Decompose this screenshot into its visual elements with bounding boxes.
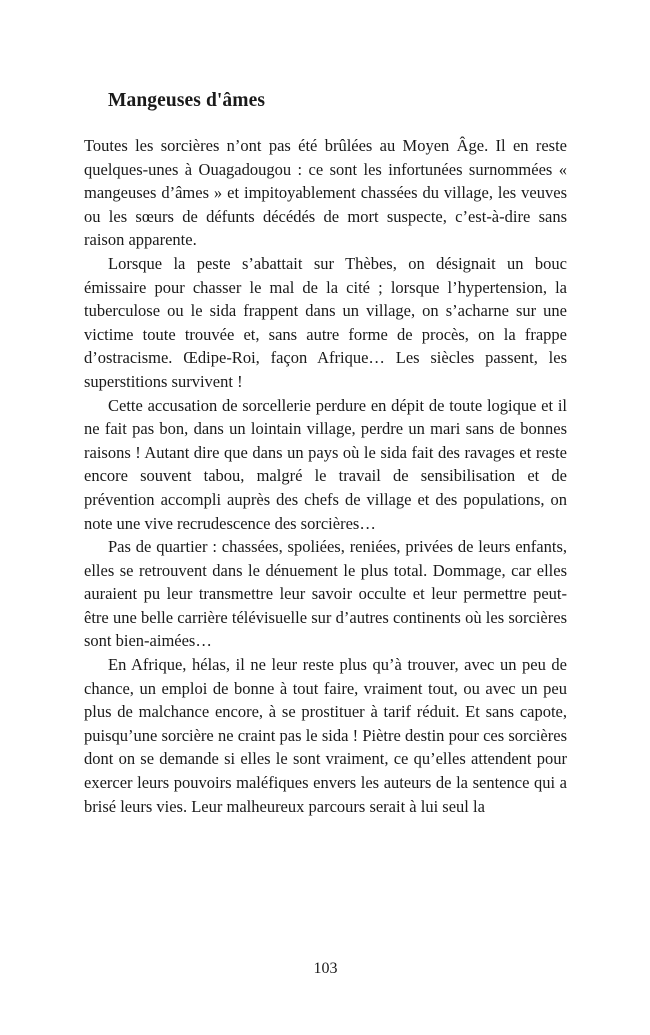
chapter-title: Mangeuses d'âmes: [108, 90, 266, 111]
paragraph-2: Lorsque la peste s’abattait sur Thèbes, on désignait un bouc émissaire pour chasser le mal de la cité ; lorsque l’hypertension, la tuberculose ou le sida frappent dans un village, on s’acharne sur une victime toute trouvée et, sans autre forme de procès, on la frappe d’ostracisme. Œdipe-Roi, façon Afrique… Les siècles passent, les superstitions survivent !: [84, 253, 567, 391]
paragraph-1: Toutes les sorcières n’ont pas été brûlées au Moyen Âge. Il en reste quelques-unes à Ouagadougou : ce sont les infortunées surnommées « mangeuses d’âmes » et impitoyablement chassées du village, les veuves ou les sœurs de défunts décédés de mort suspecte, c’est-à-dire sans raison apparente.: [84, 136, 567, 250]
paragraph-4: Pas de quartier : chassées, spoliées, reniées, privées de leurs enfants, elles se retrouvent dans le dénuement le plus total. Dommage, car elles auraient pu leur transmettre leur savoir occulte et leur permettre peut-être une belle carrière télévisuelle sur d’autres continents où les sorcières sont bien-aimées…: [84, 537, 567, 651]
body-text: [84, 134, 567, 818]
paragraph-3: Cette accusation de sorcellerie perdure en dépit de toute logique et il ne fait pas bon, dans un lointain village, perdre un mari sans de bonnes raisons ! Autant dire que dans un pays où le sida fait des ravages et reste encore souvent tabou, malgré le travail de sensibilisation et de prévention accompli auprès des chefs de village et des populations, on note une vive recrudescence des sorcières…: [84, 395, 567, 533]
book-page: [84, 0, 567, 1035]
paragraph-5: En Afrique, hélas, il ne leur reste plus qu’à trouver, avec un peu de chance, un emploi de bonne à tout faire, vraiment tout, ou avec un peu plus de malchance encore, à se prostituer à tarif réduit. Et sans capote, puisqu’une sorcière ne craint pas le sida ! Piètre destin pour ces sorcières dont on se demande si elles le sont vraiment, ce qu’elles attendent pour exercer leurs pouvoirs maléfiques envers les auteurs de la sentence qui a brisé leurs vies. Leur malheureux parcours serait à lui seul la: [84, 655, 567, 816]
page-number: 103: [313, 960, 338, 977]
